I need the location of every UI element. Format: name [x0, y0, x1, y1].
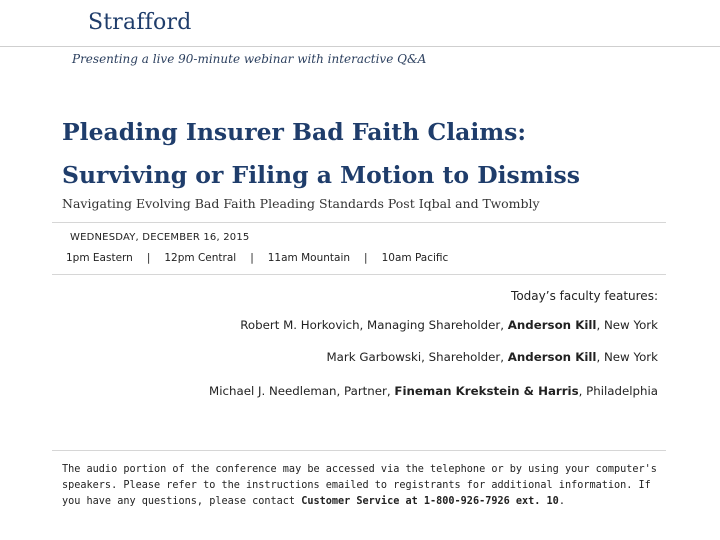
time-mountain: 11am Mountain [267, 252, 351, 264]
customer-service-contact: Customer Service at 1-800-926-7926 ext. 10 [301, 496, 559, 507]
faculty-member [240, 318, 658, 332]
webinar-times [66, 252, 448, 264]
header-divider [0, 46, 720, 47]
logo: Strafford [88, 10, 192, 35]
faculty-member [209, 384, 658, 398]
divider [52, 450, 666, 451]
webinar-date: WEDNESDAY, DECEMBER 16, 2015 [70, 232, 250, 243]
faculty-name: Mark Garbowski, Shareholder, [326, 350, 508, 364]
time-eastern: 1pm Eastern [66, 252, 133, 264]
faculty-firm: Anderson Kill [507, 350, 597, 364]
time-separator: | [146, 252, 151, 264]
time-separator: | [364, 252, 368, 264]
faculty-name: Michael J. Needleman, Partner, [209, 384, 395, 398]
subtitle: Navigating Evolving Bad Faith Pleading Standards Post Iqbal and Twombly [62, 196, 540, 211]
title-line-1: Pleading Insurer Bad Faith Claims: [62, 118, 527, 146]
time-pacific: 10am Pacific [381, 252, 449, 264]
time-separator: | [250, 252, 254, 264]
faculty-location: , Philadelphia [578, 384, 658, 398]
audio-instructions [62, 462, 658, 510]
divider [52, 274, 666, 275]
faculty-firm: Anderson Kill [507, 318, 597, 332]
faculty-location: , New York [596, 318, 658, 332]
tagline: Presenting a live 90-minute webinar with interactive Q&A [72, 52, 427, 66]
title-line-2: Surviving or Filing a Motion to Dismiss [62, 161, 581, 189]
faculty-name: Robert M. Horkovich, Managing Shareholder, [240, 318, 508, 332]
divider [52, 222, 666, 223]
audio-end: . [558, 496, 565, 507]
faculty-member [326, 350, 658, 364]
faculty-heading: Today’s faculty features: [511, 289, 658, 303]
faculty-firm: Fineman Krekstein & Harris [394, 384, 579, 398]
audio-text: The audio portion of the conference may be accessed via the telephone or by using your computer's speakers. Please refer to the instructions emailed to registrants for additional information. If you have any questions, please contact [62, 464, 657, 507]
time-central: 12pm Central [164, 252, 237, 264]
faculty-location: , New York [596, 350, 658, 364]
